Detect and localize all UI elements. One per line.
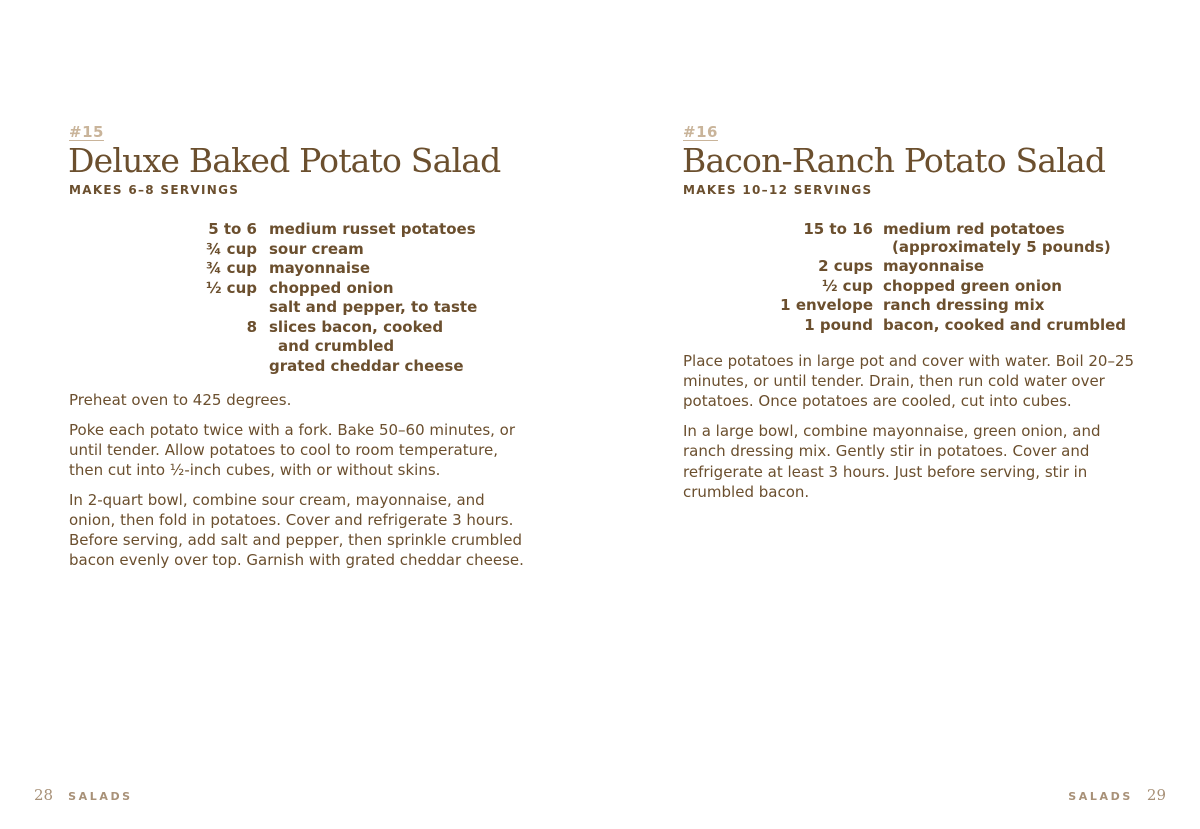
instruction-paragraph: In 2-quart bowl, combine sour cream, mayonnaise, and onion, then fold in potatoes. Cover and refrigerate 3 hours. Before serving, add salt and pepper, then sprinkle crumbled bacon evenly over top. Garnish with grated cheddar cheese. xyxy=(69,490,524,570)
page-number: 29 xyxy=(1146,786,1166,804)
ingredient-row xyxy=(150,337,530,355)
ingredients-list xyxy=(780,220,1190,335)
ingredient-row xyxy=(150,318,530,338)
ingredient-qty: ½ cup xyxy=(205,278,257,297)
ingredient-item: bacon, cooked and crumbled xyxy=(883,315,1127,334)
ingredient-row xyxy=(150,259,530,279)
section-label: SALADS xyxy=(1068,790,1133,803)
ingredient-row xyxy=(780,316,1190,336)
ingredients-list xyxy=(150,220,530,377)
ingredient-item: and crumbled xyxy=(278,337,395,355)
ingredient-row xyxy=(150,240,530,260)
page-footer xyxy=(1068,786,1166,804)
ingredient-qty: 15 to 16 xyxy=(803,220,873,238)
ingredient-qty: ½ cup xyxy=(821,276,873,295)
ingredient-qty: 1 envelope xyxy=(780,296,873,314)
ingredient-qty: ¾ cup xyxy=(205,239,257,258)
ingredient-item: slices bacon, cooked xyxy=(269,317,444,336)
page-number: 28 xyxy=(34,786,54,804)
page-footer xyxy=(34,786,133,804)
ingredient-item: grated cheddar cheese xyxy=(269,357,464,375)
ingredient-item: chopped green onion xyxy=(883,276,1062,295)
ingredient-qty: 2 cups xyxy=(818,257,873,275)
ingredient-item: chopped onion xyxy=(269,278,394,297)
instruction-paragraph: Place potatoes in large pot and cover with water. Boil 20–25 minutes, or until tender. Drain, then run cold water over potatoes. Once potatoes are cooled, cut into cubes. xyxy=(683,352,1135,411)
servings-label: MAKES 6–8 SERVINGS xyxy=(69,183,240,197)
right-page xyxy=(600,0,1200,829)
ingredient-row xyxy=(150,357,530,377)
recipe-title: Deluxe Baked Potato Salad xyxy=(68,141,501,180)
instruction-paragraph: In a large bowl, combine mayonnaise, green onion, and ranch dressing mix. Gently stir in potatoes. Cover and refrigerate at least 3 hours. Just before serving, stir in crumbled bacon. xyxy=(683,422,1101,501)
ingredient-row xyxy=(780,277,1190,297)
instruction-paragraph: Preheat oven to 425 degrees. xyxy=(69,391,292,409)
recipe-title: Bacon-Ranch Potato Salad xyxy=(682,141,1106,180)
ingredient-item: ranch dressing mix xyxy=(883,296,1045,314)
instructions xyxy=(683,351,1143,511)
ingredient-qty: 5 to 6 xyxy=(208,220,257,238)
ingredient-qty: 8 xyxy=(246,317,257,336)
ingredient-row xyxy=(150,220,530,240)
instructions xyxy=(69,390,524,580)
ingredient-item: mayonnaise xyxy=(269,259,371,277)
ingredient-row xyxy=(150,298,530,318)
ingredient-item: medium russet potatoes xyxy=(269,220,476,238)
ingredient-row xyxy=(780,238,1190,257)
ingredient-row xyxy=(780,257,1190,277)
recipe-number: #16 xyxy=(683,123,718,141)
ingredient-qty: 1 pound xyxy=(804,315,873,334)
ingredient-row xyxy=(150,279,530,299)
ingredient-item: medium red potatoes xyxy=(883,220,1065,238)
section-label: SALADS xyxy=(68,790,133,803)
ingredient-row xyxy=(780,220,1190,238)
recipe-number: #15 xyxy=(69,123,104,141)
ingredient-item: (approximately 5 pounds) xyxy=(892,238,1111,256)
ingredient-qty: ¾ cup xyxy=(205,259,257,277)
ingredient-row xyxy=(780,296,1190,316)
ingredient-item: mayonnaise xyxy=(883,257,985,275)
servings-label: MAKES 10–12 SERVINGS xyxy=(683,183,873,197)
instruction-paragraph: Poke each potato twice with a fork. Bake 50–60 minutes, or until tender. Allow potatoes to cool to room temperature, then cut into ½-inch cubes, with or without skins. xyxy=(69,420,516,480)
ingredient-item: sour cream xyxy=(269,239,364,258)
ingredient-item: salt and pepper, to taste xyxy=(269,298,478,316)
